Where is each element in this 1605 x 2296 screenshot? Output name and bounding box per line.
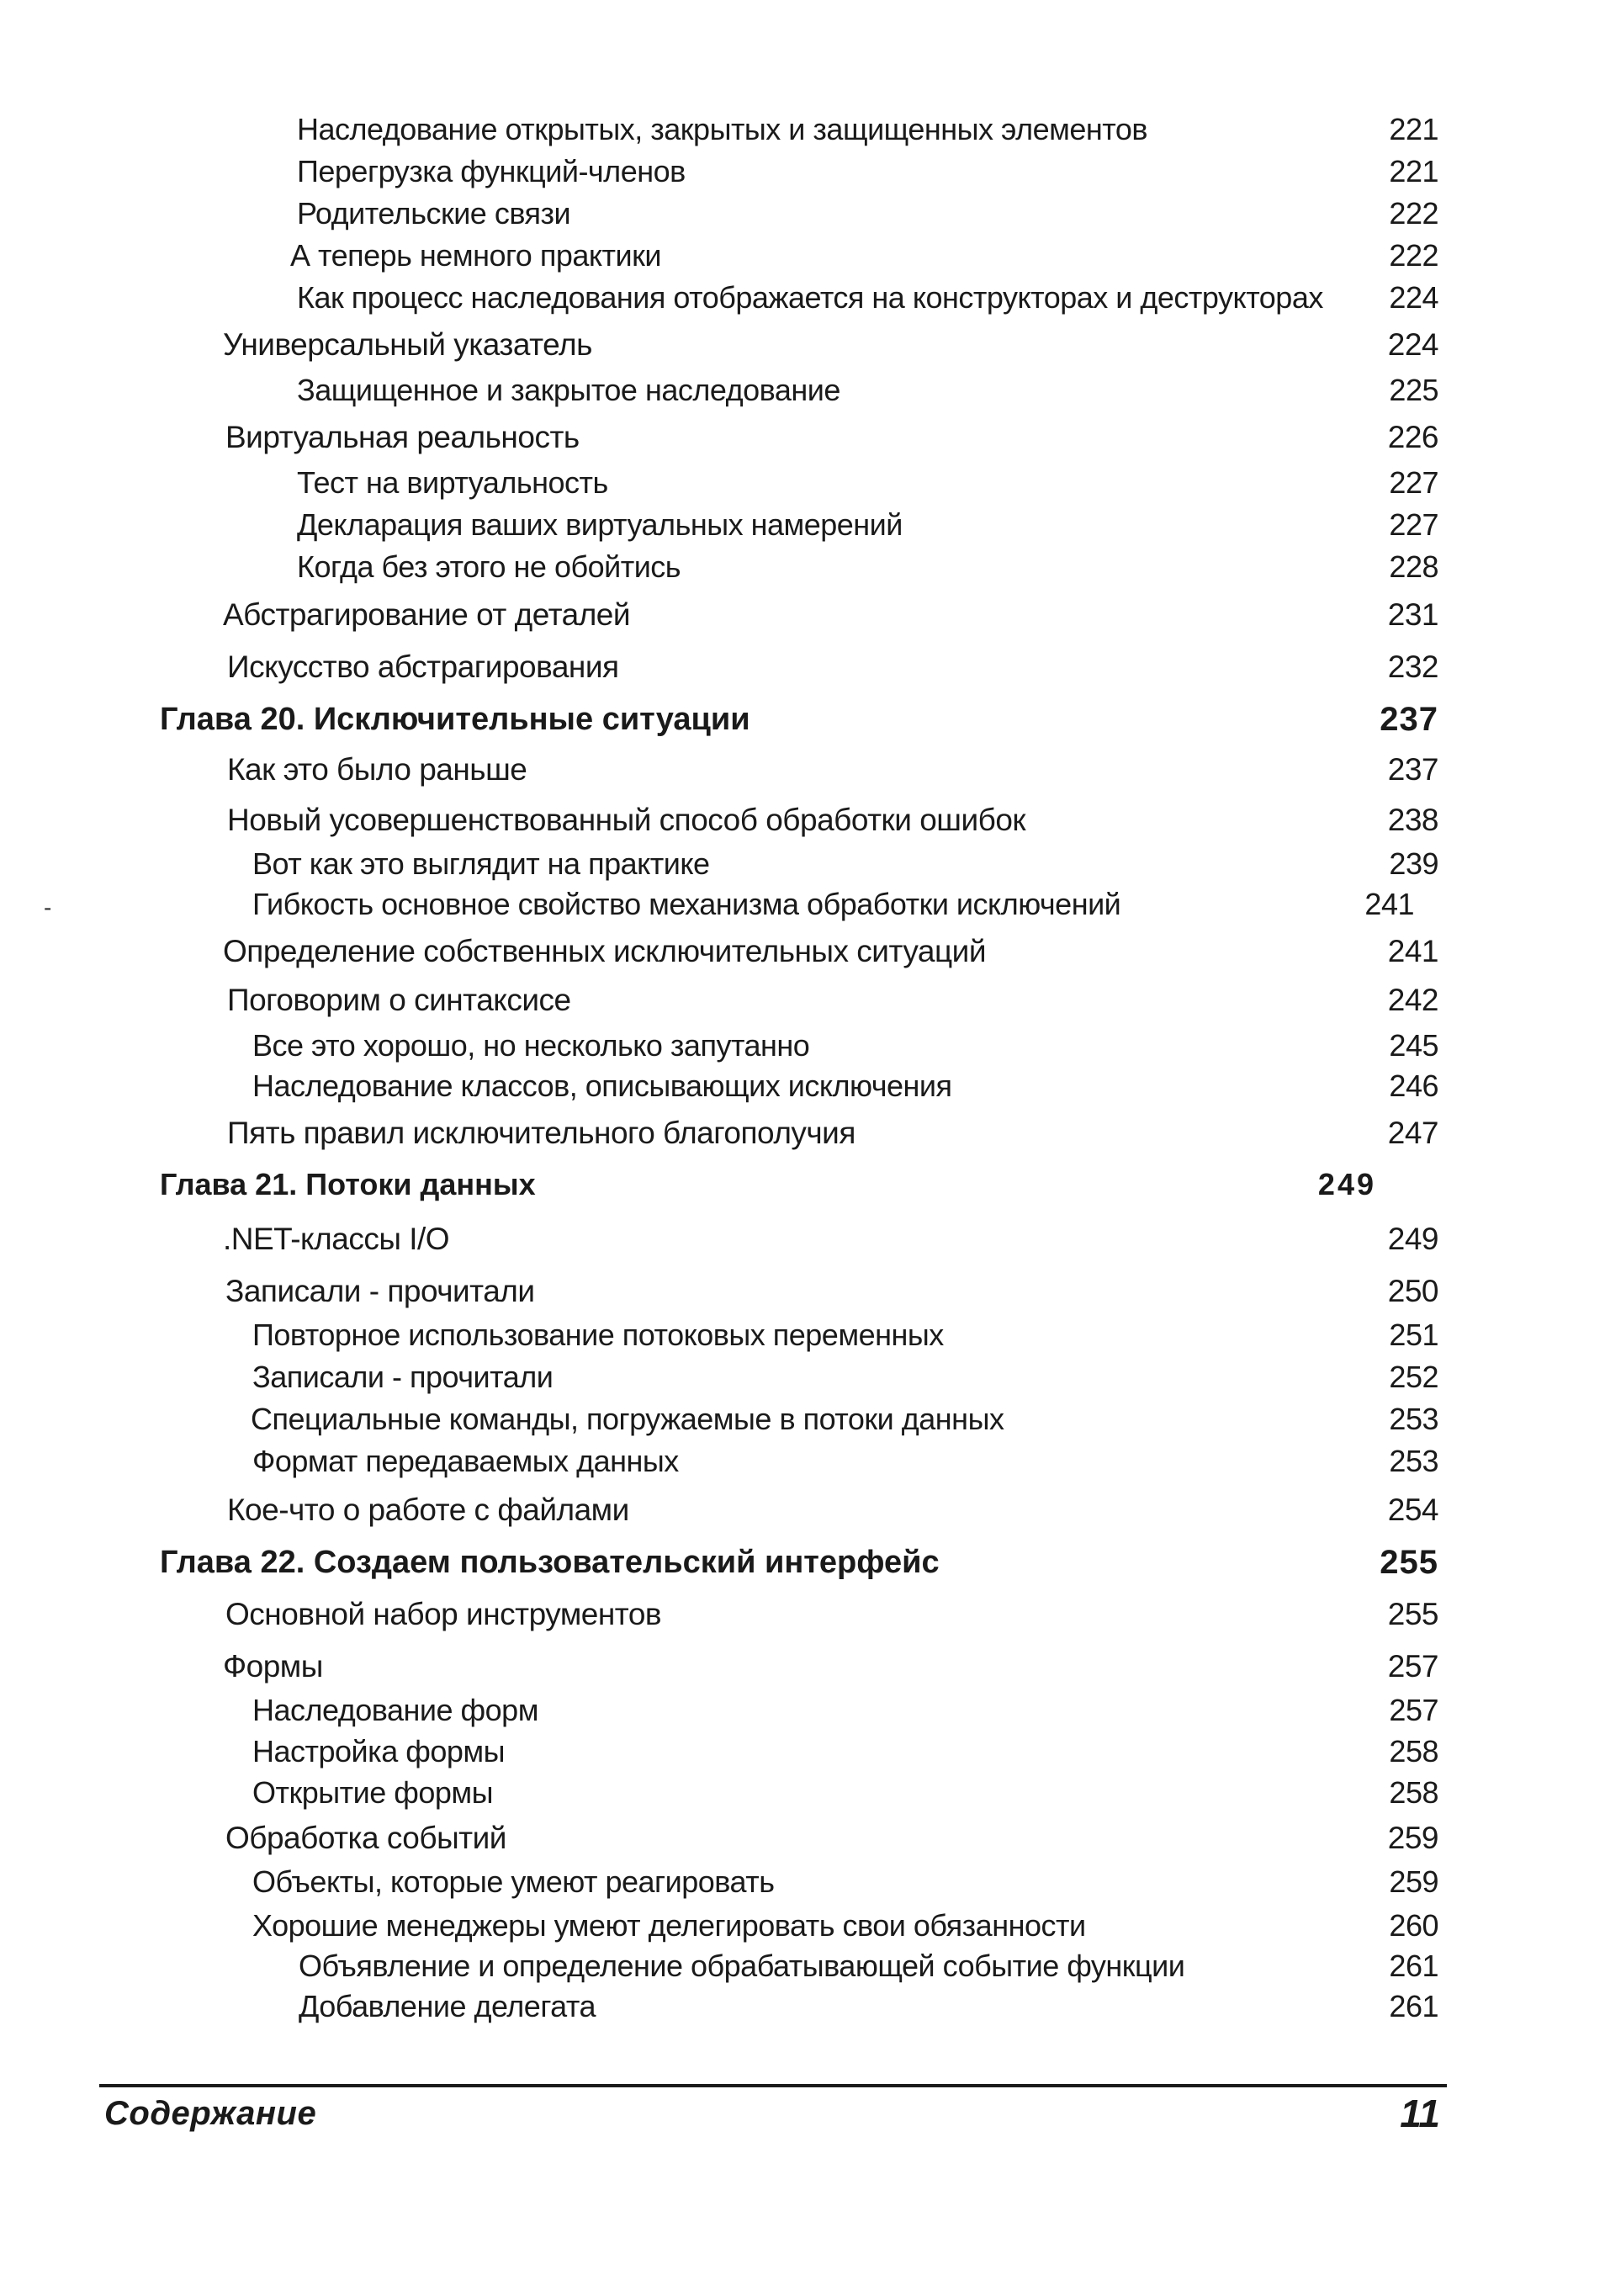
toc-entry-page: 261: [1389, 1949, 1438, 1983]
toc-entry-page: 227: [1389, 507, 1438, 542]
toc-entry: [0, 1439, 1605, 1484]
toc-entry-title: Кое-что о работе с файлами: [227, 1493, 629, 1527]
toc-entry-page: 250: [1387, 1274, 1438, 1308]
toc-entry-title: Формы: [223, 1649, 323, 1684]
toc-entry-title: Как процесс наследования отображается на конструкторах и деструкторах: [297, 280, 1323, 315]
toc-entry: [0, 1487, 1605, 1533]
toc-entry-title: Вот как это выглядит на практике: [252, 846, 710, 881]
toc-chapter-title: Глава 21. Потоки данных: [160, 1167, 536, 1201]
toc-entry: [0, 368, 1605, 413]
toc-entry-title: Абстрагирование от деталей: [223, 597, 631, 632]
toc-entry-page: 239: [1389, 846, 1438, 881]
toc-entry-title: Декларация ваших виртуальных намерений: [297, 507, 903, 542]
toc-entry: [0, 1816, 1605, 1861]
toc-entry: [0, 747, 1605, 793]
footer-divider: [99, 2084, 1447, 2087]
toc-entry: [0, 1111, 1605, 1156]
toc-chapter-page: 255: [1380, 1544, 1438, 1581]
toc-entry-title: Виртуальная реальность: [225, 420, 580, 454]
toc-entry-page: 255: [1387, 1597, 1438, 1631]
toc-entry: [0, 1644, 1605, 1689]
toc-entry-page: 247: [1387, 1116, 1438, 1150]
toc-chapter-heading: [0, 697, 1605, 742]
toc-entry-title: Повторное использование потоковых переменных: [252, 1318, 944, 1352]
toc-entry-page: 258: [1389, 1734, 1438, 1768]
toc-chapter-page: 249: [1317, 1167, 1376, 1201]
toc-entry-title: Все это хорошо, но несколько запутанно: [252, 1028, 810, 1063]
toc-entry: [0, 1984, 1605, 2029]
toc-entry-title: Наследование открытых, закрытых и защищенных элементов: [297, 112, 1148, 146]
toc-entry-page: 226: [1387, 420, 1438, 454]
toc-entry-page: 241: [1387, 934, 1438, 968]
footer-section-title: Содержание: [104, 2095, 317, 2132]
toc-entry: [0, 592, 1605, 638]
toc-entry-title: Пять правил исключительного благополучия: [227, 1116, 855, 1150]
toc-entry: [0, 1397, 1605, 1442]
toc-entry: [0, 1688, 1605, 1733]
toc-entry-page: 246: [1389, 1068, 1438, 1103]
toc-chapter-page: 237: [1380, 701, 1438, 738]
toc-entry-page: 261: [1389, 1989, 1438, 2023]
toc-entry-page: 254: [1387, 1493, 1438, 1527]
toc-entry: [0, 644, 1605, 690]
toc-entry-title: Защищенное и закрытое наследование: [297, 373, 840, 407]
toc-entry: [0, 1063, 1605, 1109]
toc-entry-title: .NET-классы I/O: [223, 1222, 450, 1256]
toc-entry: [0, 1312, 1605, 1358]
toc-entry-page: 224: [1389, 280, 1438, 315]
toc-entry-title: Определение собственных исключительных ситуаций: [223, 934, 987, 968]
toc-entry: [0, 1592, 1605, 1637]
toc-entry-title: Объявление и определение обрабатывающей событие функции: [299, 1949, 1185, 1983]
toc-entry-page: 224: [1387, 327, 1438, 362]
toc-entry-title: Тест на виртуальность: [297, 465, 608, 500]
toc-entry: [0, 322, 1605, 368]
toc-entry: [0, 1943, 1605, 1989]
toc-entry-page: 245: [1389, 1028, 1438, 1063]
toc-entry-page: 238: [1387, 803, 1438, 837]
toc-entry-page: 227: [1389, 465, 1438, 500]
toc-entry-title: Обработка событий: [225, 1821, 506, 1855]
toc-entry-title: Универсальный указатель: [223, 327, 592, 362]
toc-entry-page: 241: [1364, 887, 1414, 921]
toc-entry: [0, 415, 1605, 460]
toc-chapter-heading: [0, 1162, 1605, 1207]
toc-entry-title: Открытие формы: [252, 1775, 494, 1810]
toc-entry: [0, 882, 1605, 927]
toc-entry: [0, 233, 1605, 278]
toc-entry-page: 252: [1389, 1360, 1438, 1394]
toc-entry-title: Искусство абстрагирования: [227, 650, 619, 684]
toc-entry-page: 221: [1389, 112, 1438, 146]
toc-entry-title: Добавление делегата: [299, 1989, 596, 2023]
toc-chapter-title: Глава 20. Исключительные ситуации: [160, 702, 750, 737]
toc-entry-title: Записали - прочитали: [225, 1274, 535, 1308]
toc-entry-page: 222: [1389, 196, 1438, 231]
toc-entry: [0, 1770, 1605, 1816]
toc-entry-page: 257: [1389, 1693, 1438, 1727]
toc-entry-page: 228: [1389, 549, 1438, 584]
toc-entry: [0, 544, 1605, 590]
toc-entry-title: Наследование классов, описывающих исключения: [252, 1068, 952, 1103]
toc-entry-title: Когда без этого не обойтись: [297, 549, 681, 584]
toc-entry: [0, 460, 1605, 506]
toc-entry: [0, 1217, 1605, 1262]
toc-entry-page: 253: [1389, 1402, 1438, 1436]
toc-entry-page: 260: [1389, 1908, 1438, 1943]
toc-entry-page: 258: [1389, 1775, 1438, 1810]
toc-entry-title: Как это было раньше: [227, 752, 527, 787]
toc-entry: [0, 1023, 1605, 1068]
toc-entry-title: Основной набор инструментов: [225, 1597, 662, 1631]
toc-entry: [0, 1355, 1605, 1400]
toc-entry: [0, 1729, 1605, 1774]
toc-entry-page: 221: [1389, 154, 1438, 188]
toc-entry-page: 237: [1387, 752, 1438, 787]
toc-entry-title: Гибкость основное свойство механизма обработки исключений: [252, 887, 1121, 921]
toc-entry-title: Формат передаваемых данных: [252, 1444, 679, 1478]
toc-entry-page: 259: [1387, 1821, 1438, 1855]
toc-entry: [0, 502, 1605, 548]
toc-entry-title: Хорошие менеджеры умеют делегировать свои обязанности: [252, 1908, 1086, 1943]
toc-entry-page: 231: [1387, 597, 1438, 632]
toc-entry-page: 222: [1389, 238, 1438, 273]
toc-entry: [0, 1859, 1605, 1905]
footer-page-number: 11: [1400, 2092, 1440, 2135]
toc-entry: [0, 798, 1605, 843]
toc-entry-title: Специальные команды, погружаемые в потоки данных: [251, 1402, 1004, 1436]
toc-entry-title: Объекты, которые умеют реагировать: [252, 1864, 775, 1899]
toc-entry: [0, 978, 1605, 1023]
toc-entry-page: 232: [1387, 650, 1438, 684]
toc-entry: [0, 1903, 1605, 1949]
stray-mark: -: [44, 894, 52, 920]
toc-entry-title: Наследование форм: [252, 1693, 538, 1727]
toc-entry-title: Записали - прочитали: [252, 1360, 554, 1394]
toc-entry-page: 242: [1387, 983, 1438, 1017]
toc-entry-title: Настройка формы: [252, 1734, 506, 1768]
toc-entry: [0, 841, 1605, 887]
toc-entry-title: Перегрузка функций-членов: [297, 154, 686, 188]
toc-entry-title: А теперь немного практики: [290, 238, 661, 273]
toc-entry: [0, 929, 1605, 974]
toc-entry-page: 225: [1389, 373, 1438, 407]
toc-chapter-heading: [0, 1540, 1605, 1585]
toc-entry-title: Новый усовершенствованный способ обработки ошибок: [227, 803, 1026, 837]
toc-entry-title: Поговорим о синтаксисе: [227, 983, 571, 1017]
toc-entry: [0, 107, 1605, 152]
toc-entry: [0, 149, 1605, 194]
toc-entry: [0, 1269, 1605, 1314]
toc-entry: [0, 275, 1605, 321]
toc-entry-page: 249: [1387, 1222, 1438, 1256]
toc-entry-page: 259: [1389, 1864, 1438, 1899]
toc-entry-page: 253: [1389, 1444, 1438, 1478]
toc-entry-page: 251: [1389, 1318, 1438, 1352]
toc-entry-page: 257: [1387, 1649, 1438, 1684]
toc-entry-title: Родительские связи: [297, 196, 571, 231]
toc-entry: [0, 191, 1605, 236]
toc-chapter-title: Глава 22. Создаем пользовательский интерфейс: [160, 1545, 940, 1580]
